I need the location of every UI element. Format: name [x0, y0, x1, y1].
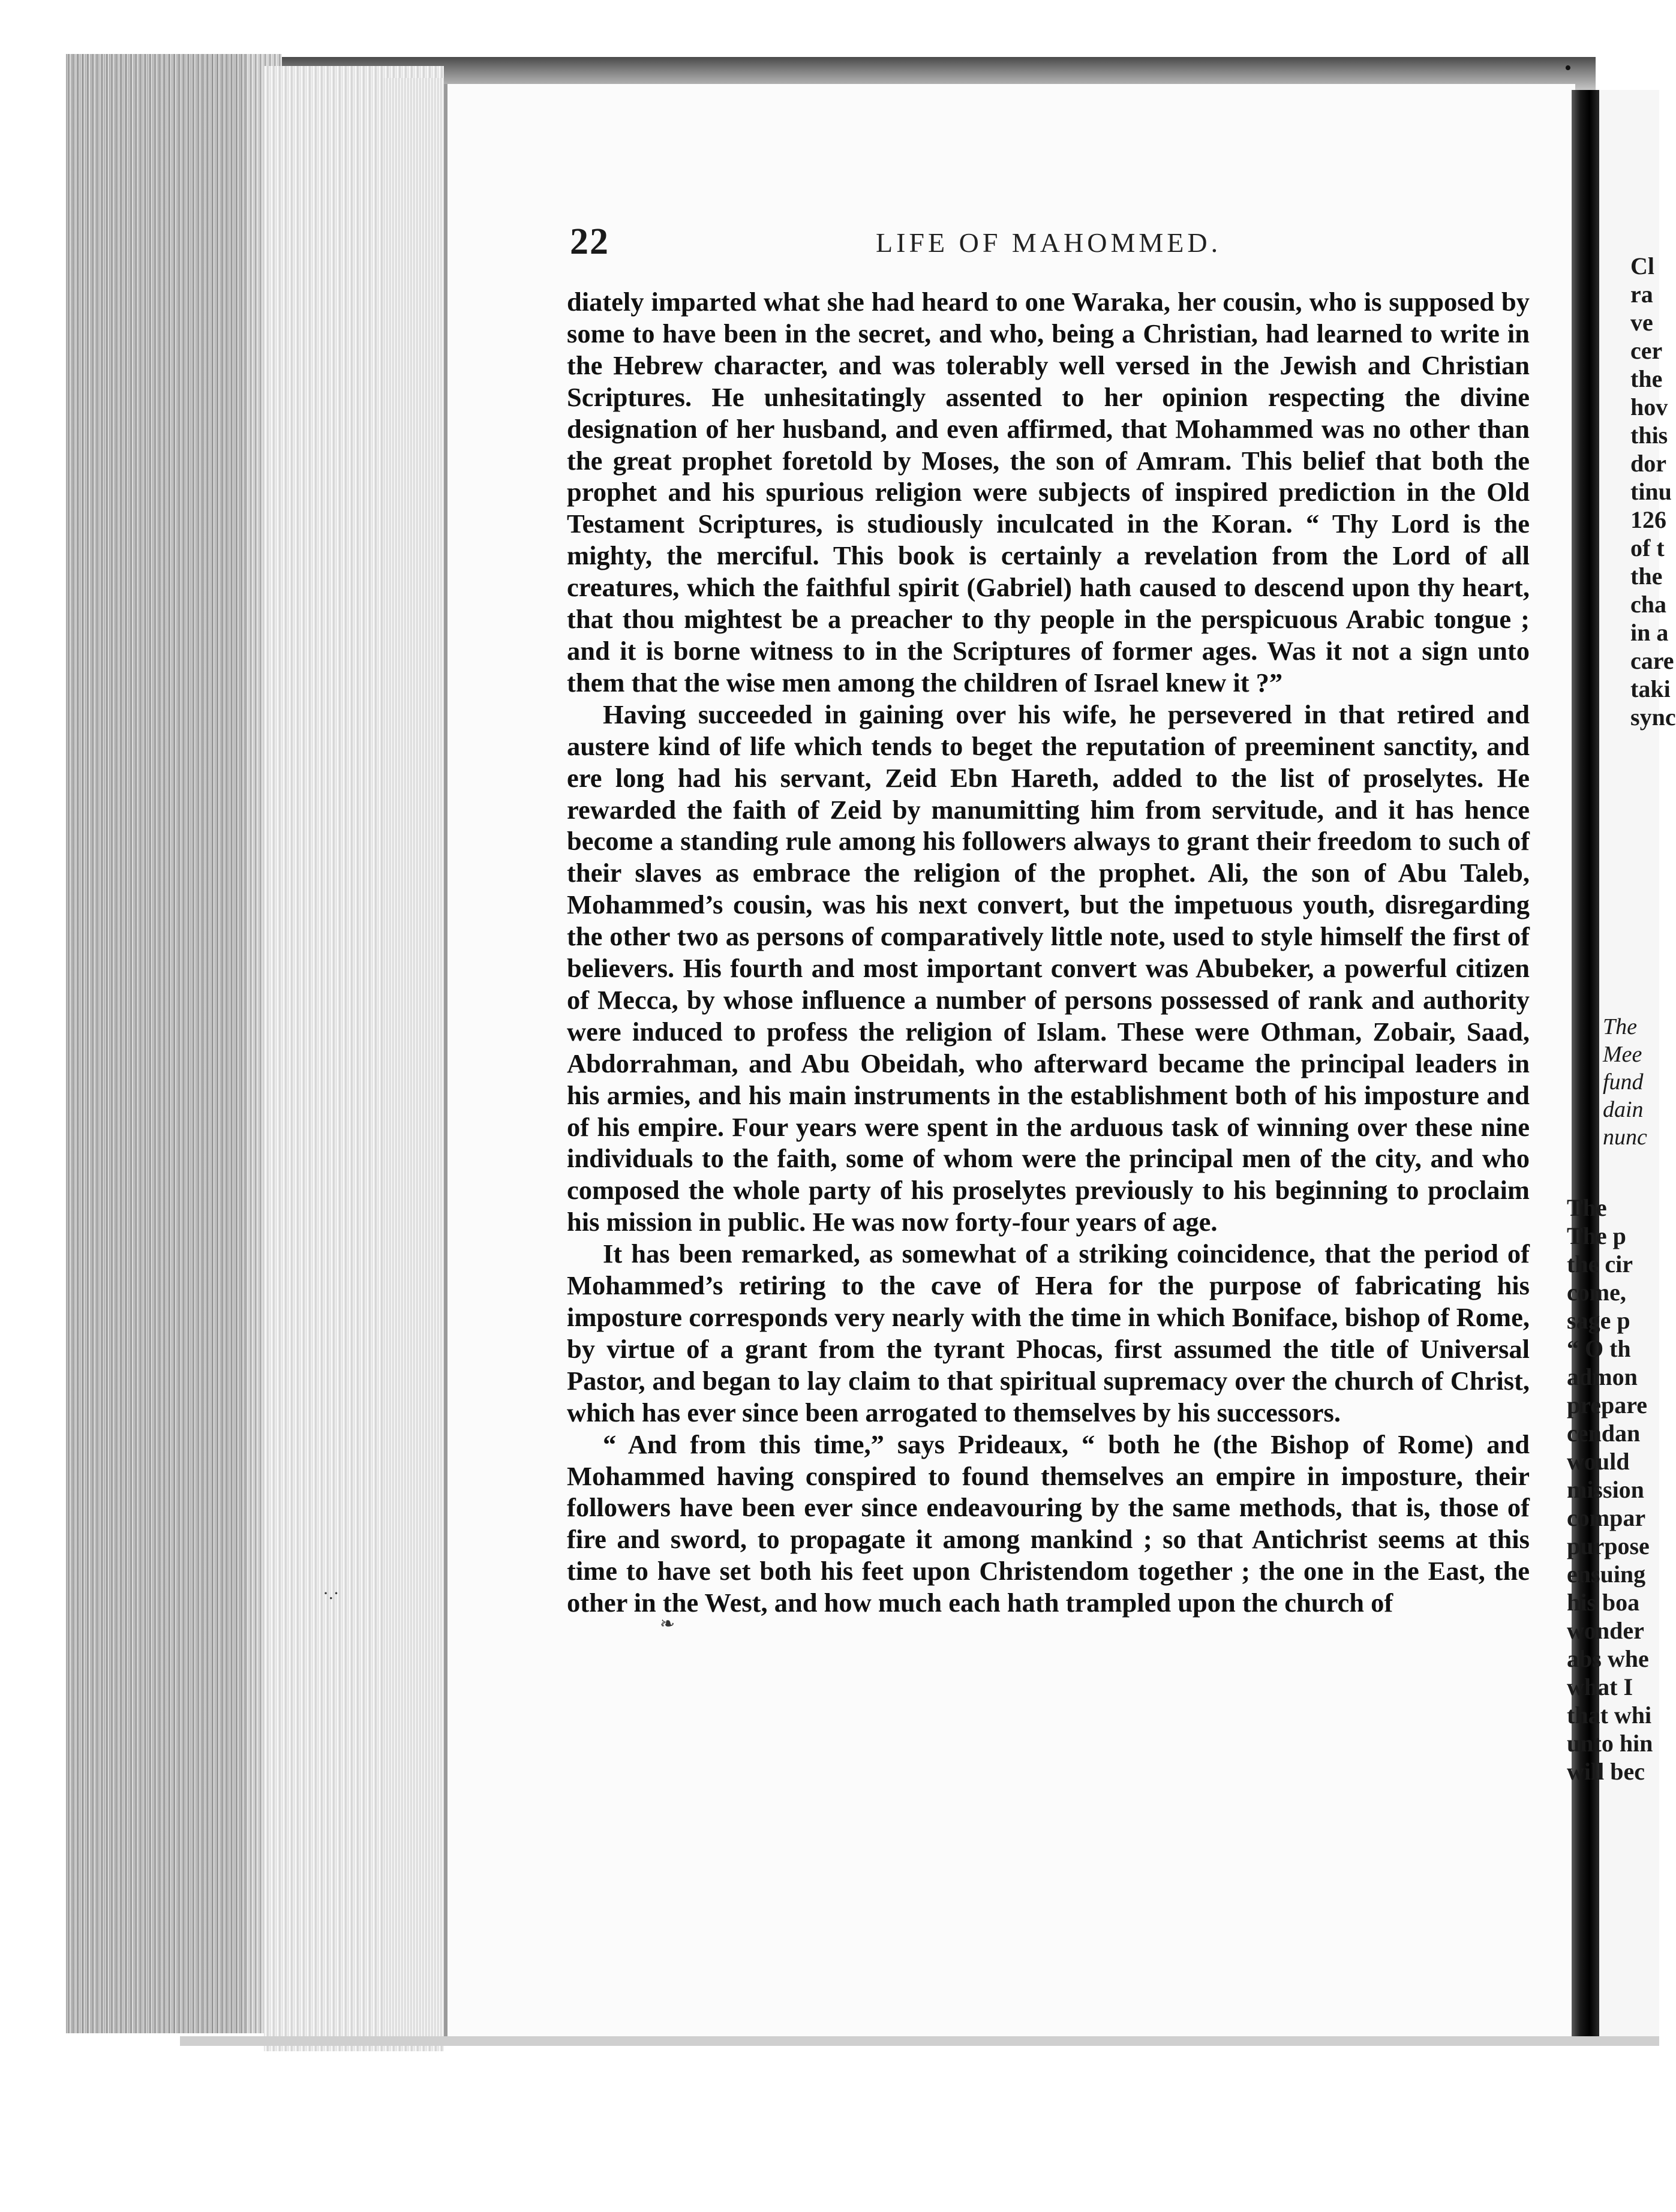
right-page-fragment: cha [1630, 591, 1666, 618]
running-head: LIFE OF MAHOMMED. [876, 227, 1222, 258]
right-page-fragment: compar [1567, 1504, 1646, 1531]
paragraph-4: “ And from this time,” says Prideaux, “ both he (the Bishop of Rome) and Mohammed having conspired to found themselves an empire in imposture, their followers have been ever since endeavouring by the same methods, that is, those of fire and sword, to propagate it among mankind ; so that Antichrist seems at this time to have set both his feet upon Christendom together ; the one in the East, the other in the West, and how much each hath trampled upon the church of [567, 1429, 1530, 1618]
right-page-fragment: tinu [1630, 478, 1672, 505]
right-page-fragment: the cir [1567, 1251, 1633, 1278]
right-page-fragment: unto hin [1567, 1730, 1653, 1757]
right-page-fragment: his boa [1567, 1589, 1640, 1616]
right-page-fragment: sync [1630, 704, 1676, 731]
right-page-fragment: the [1630, 563, 1663, 590]
right-page-fragment: ra [1630, 281, 1653, 308]
paragraph-3: It has been remarked, as somewhat of a striking coincidence, that the period of Mohammed’s retiring to the cave of Hera for the purpose of fabricating his imposture corresponds very nearly with the time in which Boniface, bishop of Rome, by virtue of a grant from the tyrant Phocas, first assumed the title of Universal Pastor, and began to lay claim to that spiritual supremacy over the church of Christ, which has ever since been arrogated to themselves by his successors. [567, 1239, 1530, 1427]
right-page-fragment: The [1567, 1194, 1607, 1221]
book-fore-edges-shading [66, 54, 246, 2033]
right-page-fragment: sage p [1567, 1307, 1630, 1334]
right-page-fragment: wonder [1567, 1617, 1644, 1644]
right-page-fragment: mission [1567, 1476, 1644, 1503]
right-page-fragment: the [1630, 365, 1663, 392]
right-page-fragment: that whi [1567, 1702, 1652, 1729]
right-page-fragment: taki [1630, 675, 1671, 702]
right-page-fragment: prepare [1567, 1391, 1648, 1418]
right-page-fragment: in a [1630, 619, 1669, 646]
right-page-fragment: nunc [1603, 1125, 1647, 1150]
right-page-fragment: what I [1567, 1673, 1633, 1700]
right-page-fragment: cendan [1567, 1420, 1641, 1447]
right-page-fragment: care [1630, 647, 1674, 674]
corner-mark: • [1564, 57, 1572, 79]
right-page-fragment: Cl [1630, 253, 1654, 279]
right-page-fragment: abs whe [1567, 1645, 1649, 1672]
body-text [567, 286, 1530, 1619]
right-page-fragment: hov [1630, 393, 1668, 420]
right-page-fragment: would [1567, 1448, 1630, 1475]
right-page-fragment: Mee [1603, 1042, 1642, 1067]
right-page-fragment: will bec [1567, 1758, 1645, 1785]
right-page-fragment: come, [1567, 1279, 1626, 1306]
right-page-fragment: 126 [1630, 506, 1666, 533]
right-page-fragment: dain [1603, 1097, 1644, 1122]
footer-ornament-icon: ❧ [660, 1614, 675, 1634]
right-page-fragment: admon [1567, 1363, 1638, 1390]
right-page-fragment: cer [1630, 337, 1663, 364]
page-stack-inner [384, 78, 444, 2045]
paragraph-1: diately imparted what she had heard to one Waraka, her cousin, who is supposed by some to have been in the secret, and who, being a Christian, had learned to write in the Hebrew character, and was tolerably well versed in the Jewish and Christian Scriptures. He unhesitatingly assented to her opinion respecting the divine designation of her husband, and even affirmed, that Mohammed was no other than the great prophet foretold by Moses, the son of Amram. This belief that both the prophet and his spurious religion were subjects of inspired prediction in the Old Testament Scriptures, is studiously inculcated in the Koran. “ Thy Lord is the mighty, the merciful. This book is certainly a revelation from the Lord of all creatures, which the faithful spirit (Gabriel) hath caused to descend upon thy heart, that thou mightest be a preacher to thy people in the perspicuous Arabic tongue ; and it is borne witness to in the Scriptures of former ages. Was it not a sign unto them that the wise men among the children of Israel knew it ?” [567, 287, 1530, 698]
margin-mark: ·.· [323, 1583, 340, 1603]
page-bottom-shadow [180, 2036, 1659, 2046]
right-page-fragment: fund [1603, 1069, 1644, 1095]
right-page-fragment: ve [1630, 309, 1653, 336]
right-page-fragment: The [1603, 1014, 1637, 1039]
right-page-fragment: ensuing [1567, 1561, 1646, 1588]
right-page-fragment: The p [1567, 1222, 1626, 1249]
right-page-fragment: this [1630, 422, 1668, 449]
right-page-fragment: “ O th [1567, 1335, 1631, 1362]
paragraph-2: Having succeeded in gaining over his wife, he persevered in that retired and austere kind of life which tends to beget the reputation of preeminent sanctity, and ere long had his servant, Zeid Ebn Hareth, added to the list of proselytes. He rewarded the faith of Zeid by manumitting him from servitude, and it has hence become a standing rule among his followers always to grant their freedom to such of their slaves as embrace the religion of the prophet. Ali, the son of Abu Taleb, Mohammed’s cousin, was his next convert, but the impetuous youth, disregarding the other two as persons of comparatively little note, used to style himself the first of believers. His fourth and most important convert was Abubeker, a powerful citizen of Mecca, by whose influence a number of persons possessed of rank and authority were induced to profess the religion of Islam. These were Othman, Zobair, Saad, Abdorrahman, and Abu Obeidah, who afterward became the principal leaders in his armies, and his main instruments in the establishment both of his imposture and of his empire. Four years were spent in the arduous task of winning over these nine individuals to the faith, some of whom were the principal men of the city, and who composed the whole party of his proselytes previously to his beginning to proclaim his mission in public. He was now forty-four years of age. [567, 699, 1530, 1237]
page-number: 22 [570, 221, 609, 262]
right-page-fragment: of t [1630, 534, 1665, 561]
right-page-fragment: purpose [1567, 1532, 1650, 1559]
right-page-fragment: dor [1630, 450, 1666, 477]
